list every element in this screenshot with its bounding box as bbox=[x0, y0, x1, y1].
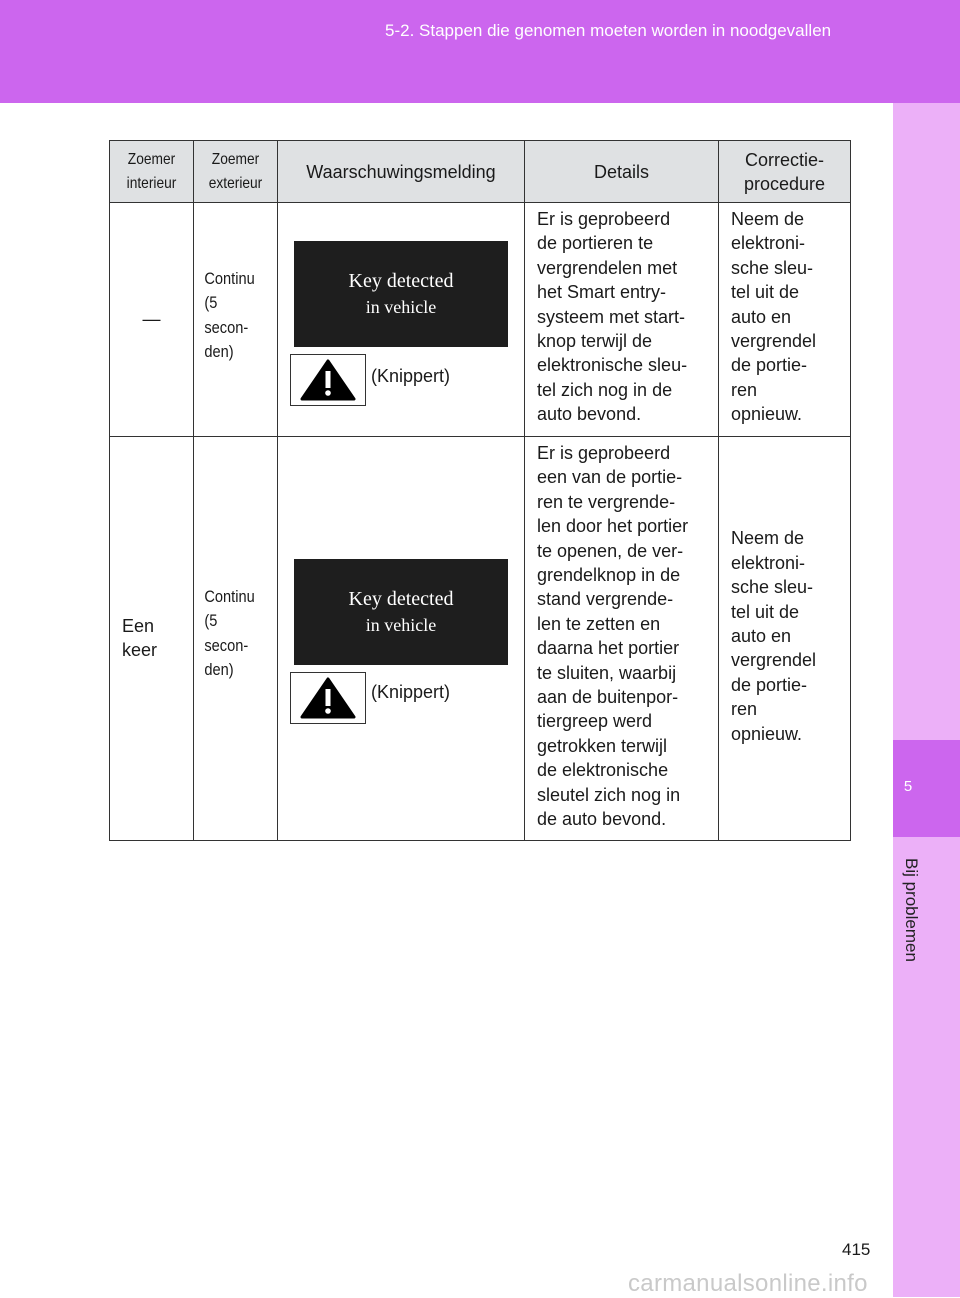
buzzer-outside-line: secon- bbox=[204, 317, 249, 337]
watermark: carmanualsonline.info bbox=[628, 1270, 868, 1297]
details-line: getrokken terwijl bbox=[537, 735, 668, 756]
display-line2: in vehicle bbox=[365, 615, 437, 635]
details-line: daarna het portier bbox=[537, 638, 680, 659]
header-buzzer-outside-line2: exterieur bbox=[208, 174, 263, 192]
correction-line: opnieuw. bbox=[731, 404, 803, 425]
details-line: Er is geprobeerd bbox=[537, 443, 671, 463]
correction-line: elektroni- bbox=[731, 233, 806, 254]
details-line: elektronische sleu- bbox=[537, 355, 688, 376]
message-cell bbox=[278, 437, 525, 841]
buzzer-inside-cell bbox=[110, 203, 194, 437]
buzzer-outside-line: den) bbox=[204, 342, 234, 362]
chapter-side-strip bbox=[893, 103, 960, 1297]
details-line: sleutel zich nog in bbox=[537, 784, 681, 805]
details-line: de elektronische bbox=[537, 760, 669, 781]
details-cell bbox=[525, 437, 719, 841]
details-line: de auto bevond. bbox=[537, 809, 667, 830]
header-buzzer-inside bbox=[110, 141, 194, 203]
warning-table bbox=[109, 140, 851, 841]
correction-line: de portie- bbox=[731, 355, 808, 376]
table-row bbox=[110, 437, 851, 841]
buzzer-outside-line: Continu bbox=[204, 587, 255, 606]
buzzer-outside-line: (5 bbox=[204, 611, 218, 631]
buzzer-inside-line: Een bbox=[122, 616, 155, 637]
details-line: tel zich nog in de bbox=[537, 379, 673, 400]
correction-text bbox=[719, 522, 850, 754]
details-line: len door het portier bbox=[537, 516, 689, 537]
buzzer-outside-cell bbox=[194, 203, 278, 437]
buzzer-outside-line: (5 bbox=[204, 293, 218, 313]
details-line: de portieren te bbox=[537, 233, 654, 254]
correction-line: ren bbox=[731, 699, 758, 720]
details-cell bbox=[525, 203, 719, 437]
details-line: een van de portie- bbox=[537, 467, 683, 488]
buzzer-inside-line: keer bbox=[122, 640, 158, 661]
chapter-number: 5 bbox=[903, 778, 913, 795]
correction-line: ren bbox=[731, 379, 758, 400]
correction-line: sche sleu- bbox=[731, 577, 814, 598]
details-line: len te zetten en bbox=[537, 613, 661, 634]
correction-line: sche sleu- bbox=[731, 257, 814, 278]
message-cell bbox=[278, 203, 525, 437]
header-correction-line1: Correctie- bbox=[744, 149, 824, 170]
blink-label: (Knippert) bbox=[371, 682, 451, 702]
correction-line: tel uit de bbox=[731, 601, 800, 622]
buzzer-inside-value: — bbox=[142, 309, 161, 329]
correction-line: opnieuw. bbox=[731, 723, 803, 744]
header-details: Details bbox=[525, 141, 719, 203]
warning-triangle-icon bbox=[299, 676, 357, 720]
header-buzzer-inside-line2: interieur bbox=[126, 174, 177, 192]
display-line1: Key detected bbox=[348, 270, 454, 292]
key-detected-display bbox=[294, 559, 508, 665]
details-line: auto bevond. bbox=[537, 404, 642, 425]
section-title: 5-2. Stappen die genomen moeten worden in noodgevallen bbox=[385, 21, 832, 40]
buzzer-outside-line: secon- bbox=[204, 635, 249, 655]
correction-line: Neem de bbox=[731, 528, 805, 549]
correction-line: elektroni- bbox=[731, 552, 806, 573]
warning-icon-box bbox=[290, 354, 366, 406]
correction-line: Neem de bbox=[731, 209, 805, 229]
chapter-label: Bij problemen bbox=[902, 858, 921, 962]
blink-label: (Knippert) bbox=[371, 366, 451, 386]
details-line: grendelknop in de bbox=[537, 565, 681, 586]
details-line: stand vergrende- bbox=[537, 589, 674, 610]
display-line1: Key detected bbox=[348, 588, 454, 610]
details-text bbox=[525, 437, 718, 840]
correction-text bbox=[719, 203, 850, 435]
header-buzzer-outside bbox=[194, 141, 278, 203]
table-header-row bbox=[110, 141, 851, 203]
warning-triangle-icon bbox=[299, 358, 357, 402]
correction-line: auto en bbox=[731, 626, 792, 647]
details-line: te sluiten, waarbij bbox=[537, 662, 677, 683]
details-line: het Smart entry- bbox=[537, 282, 667, 303]
buzzer-outside-line: Continu bbox=[204, 269, 255, 288]
section-header-band bbox=[0, 0, 960, 103]
buzzer-outside-line: den) bbox=[204, 660, 234, 680]
header-message: Waarschuwingsmelding bbox=[278, 141, 525, 203]
buzzer-inside-cell bbox=[110, 437, 194, 841]
header-buzzer-inside-line1: Zoemer bbox=[127, 150, 176, 168]
correction-line: vergrendel bbox=[731, 331, 817, 352]
correction-cell bbox=[719, 203, 851, 437]
table-row bbox=[110, 203, 851, 437]
details-text bbox=[525, 203, 718, 435]
correction-line: de portie- bbox=[731, 674, 808, 695]
details-line: te openen, de ver- bbox=[537, 540, 684, 561]
details-line: ren te vergrende- bbox=[537, 491, 676, 512]
header-correction-line2: procedure bbox=[743, 173, 826, 194]
details-line: tiergreep werd bbox=[537, 711, 653, 732]
key-detected-display bbox=[294, 241, 508, 347]
details-line: knop terwijl de bbox=[537, 331, 653, 352]
details-line: aan de buitenpor- bbox=[537, 687, 679, 708]
display-line2: in vehicle bbox=[365, 297, 437, 317]
header-correction bbox=[719, 141, 851, 203]
correction-cell bbox=[719, 437, 851, 841]
correction-line: tel uit de bbox=[731, 282, 800, 303]
details-line: systeem met start- bbox=[537, 306, 686, 327]
buzzer-outside-cell bbox=[194, 437, 278, 841]
correction-line: auto en bbox=[731, 306, 792, 327]
page-number: 415 bbox=[842, 1240, 871, 1259]
details-line: vergrendelen met bbox=[537, 257, 678, 278]
warning-icon-box bbox=[290, 672, 366, 724]
correction-line: vergrendel bbox=[731, 650, 817, 671]
details-line: Er is geprobeerd bbox=[537, 209, 671, 229]
header-buzzer-outside-line1: Zoemer bbox=[211, 150, 260, 168]
